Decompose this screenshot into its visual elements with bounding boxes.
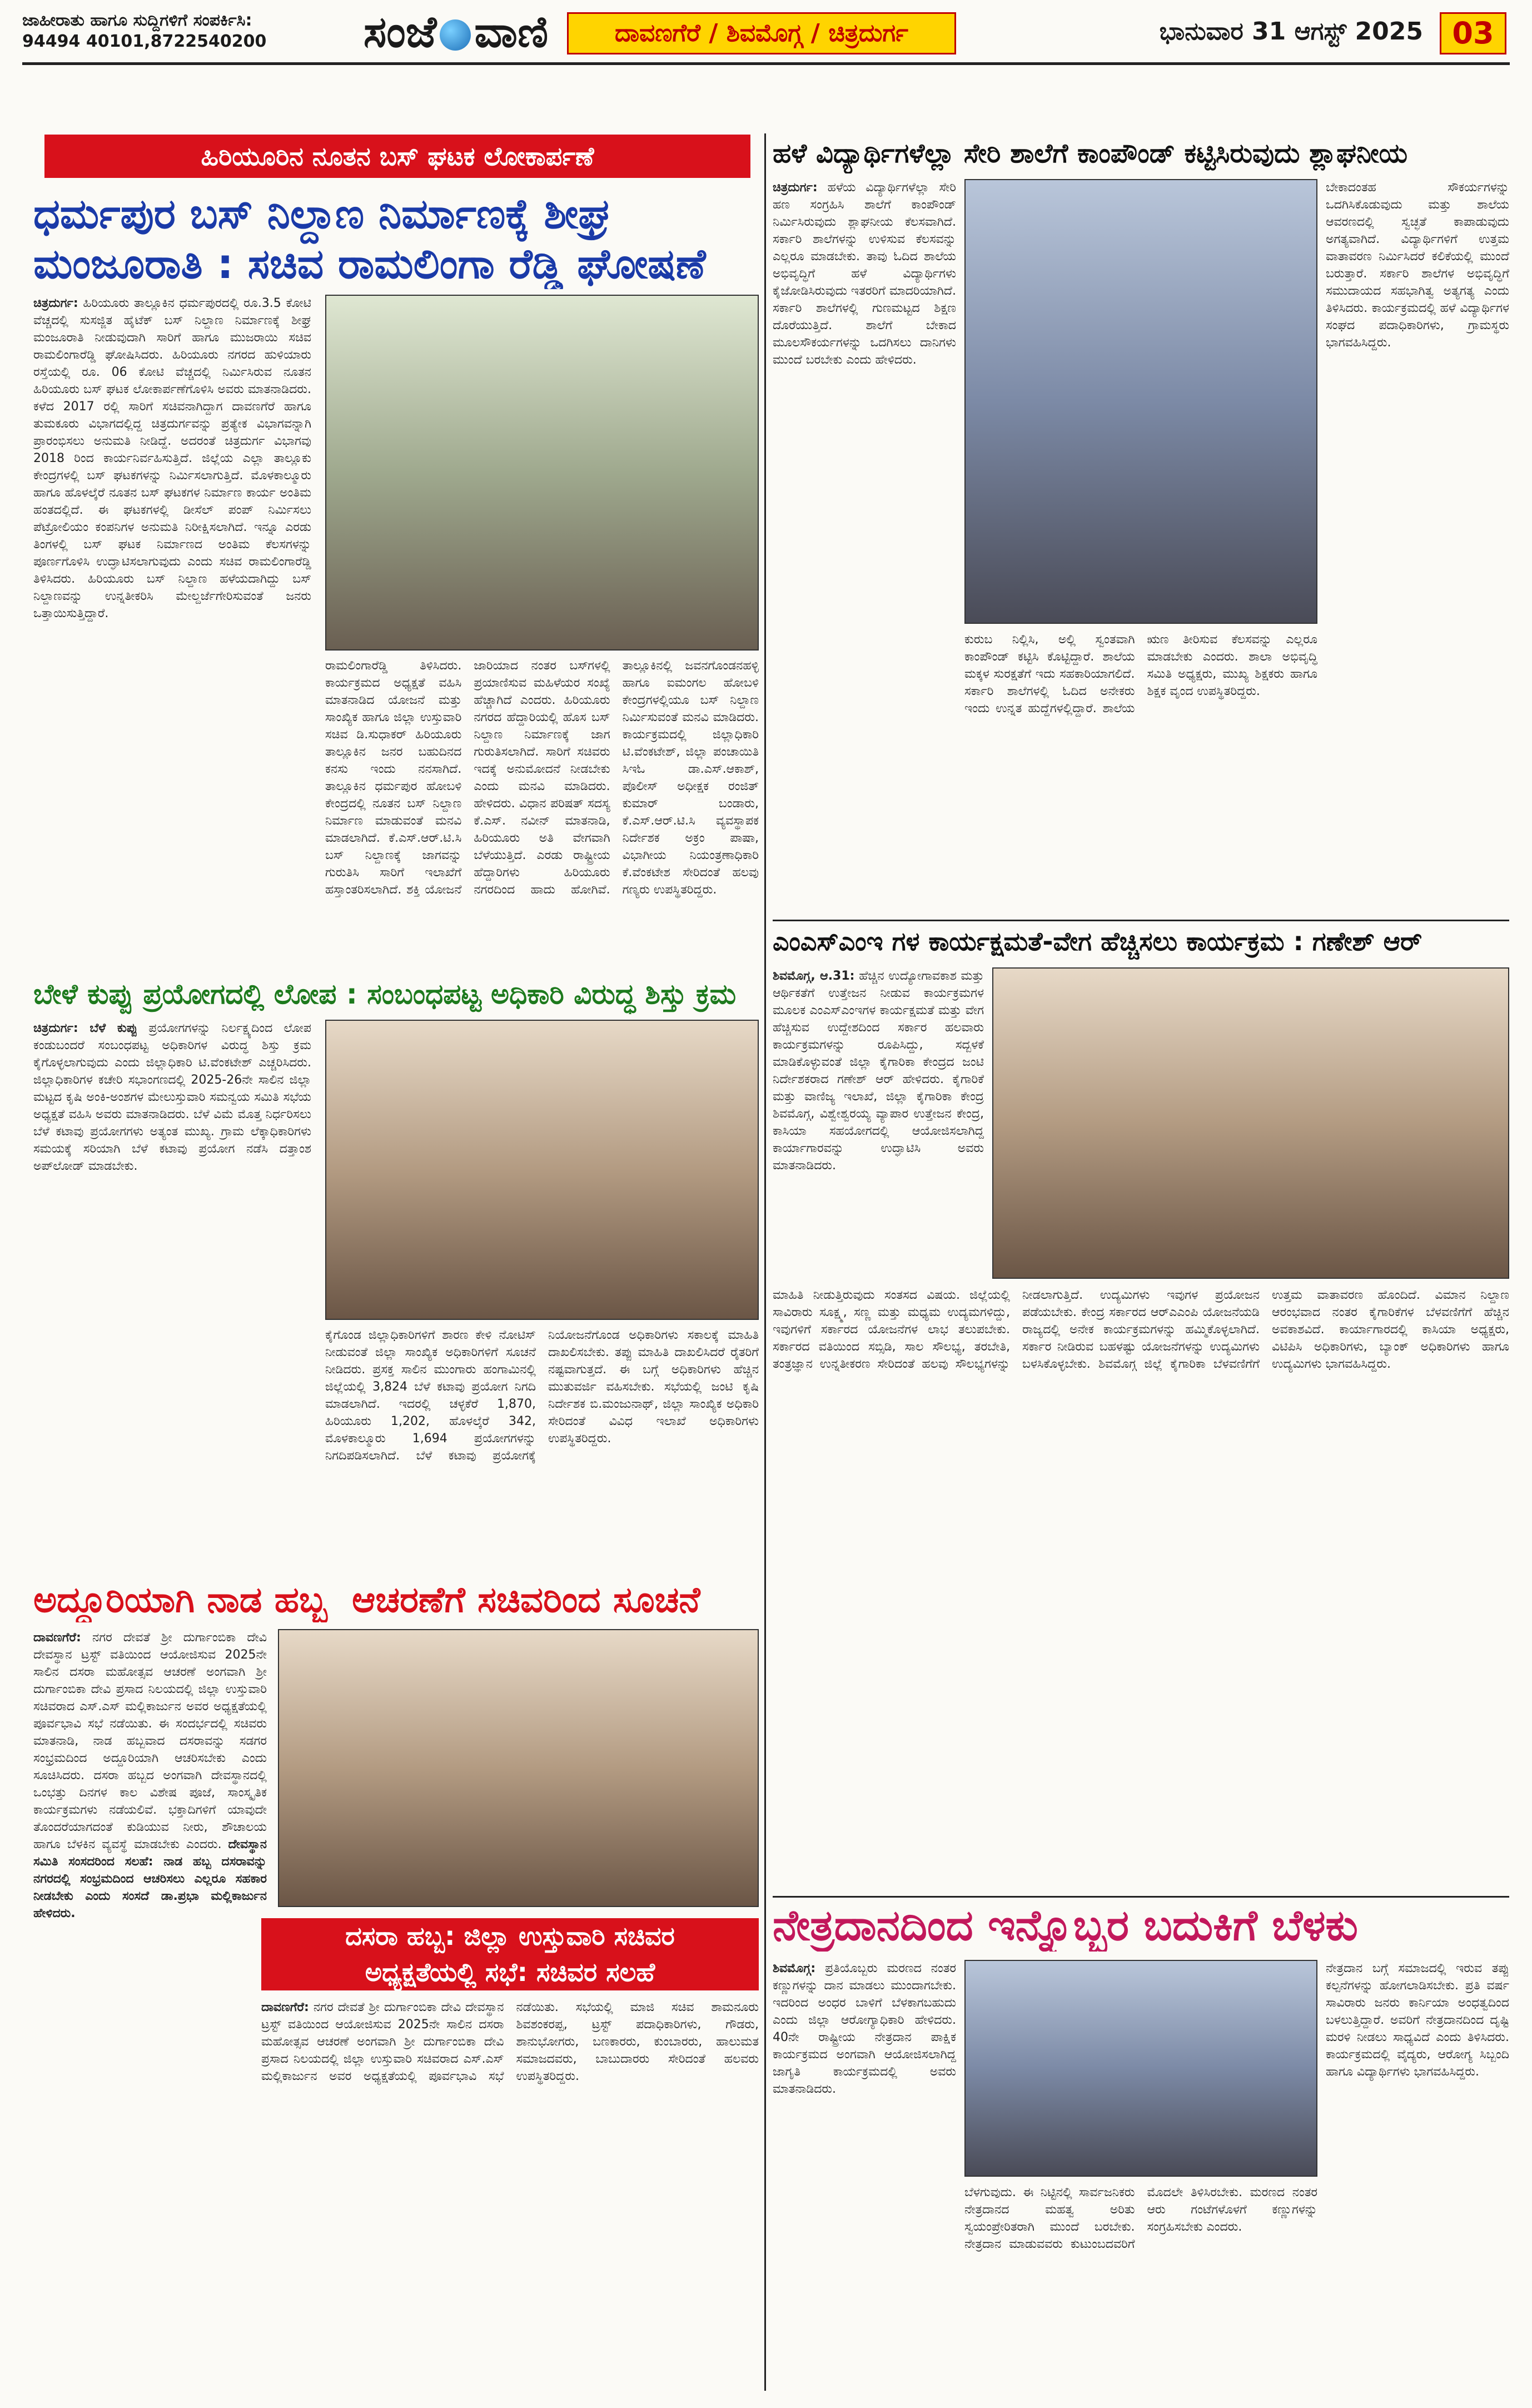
story5-text-c: ಬೇಕಾದಂತಹ ಸೌಕರ್ಯಗಳನ್ನು ಒದಗಿಸಿಕೊಡುವುದು ಮತ್ತು ಶಾಲೆಯ ಆವರಣದಲ್ಲಿ ಸ್ವಚ್ಛತೆ ಕಾಪಾಡುವುದು ಅಗತ್ಯವಾಗಿದೆ. ವಿದ್ಯಾರ್ಥಿಗಳಿಗೆ ಉತ್ತಮ ವಾತಾವರಣ ನಿರ್ಮಿಸಿದರೆ ಕಲಿಕೆಯಲ್ಲಿ ಮುಂದೆ ಬರುತ್ತಾರೆ. ಸರ್ಕಾರಿ ಶಾಲೆಗಳ ಅಭಿವೃದ್ಧಿಗೆ ಸಮುದಾಯದ ಸಹಭಾಗಿತ್ವ ಅತ್ಯಗತ್ಯ ಎಂದು ತಿಳಿಸಿದರು. ಕಾರ್ಯಕ್ರಮದಲ್ಲಿ ಹಳೆ ವಿದ್ಯಾರ್ಥಿಗಳ ಸಂಘದ ಪದಾಧಿಕಾರಿಗಳು, ಗ್ರಾಮಸ್ಥರು ಭಾಗವಹಿಸಿದ್ದರು. — [1326, 181, 1509, 350]
story3-photo — [278, 1629, 759, 1907]
story1-headline-line1: ಧರ್ಮಪುರ ಬಸ್ ನಿಲ್ದಾಣ ನಿರ್ಮಾಣಕ್ಕೆ ಶೀಘ್ರ — [33, 190, 611, 238]
story1-dateline: ಚಿತ್ರದುರ್ಗ: — [33, 296, 78, 310]
globe-icon — [440, 19, 471, 51]
story3-text-sub: ದೇವಸ್ಥಾನ ಸಮಿತಿ ಸಂಸದರಿಂದ ಸಲಹೆ: ನಾಡ ಹಬ್ಬ ದಸರಾವನ್ನು ನಗರದಲ್ಲಿ ಸಂಭ್ರಮದಿಂದ ಆಚರಿಸಲು ಎಲ್ಲರೂ ಸಹಕಾರ ನೀಡಬೇಕು ಎಂದು ಸಂಸದೆ ಡಾ.ಪ್ರಭಾ ಮಲ್ಲಿಕಾರ್ಜುನ ಹೇಳಿದರು. — [33, 1838, 267, 1920]
story2-photo — [325, 1020, 759, 1320]
story4-dateline: ದಾವಣಗೆರೆ: — [261, 2000, 309, 2014]
story2-text-b: ಕೈಗೊಂಡ ಜಿಲ್ಲಾಧಿಕಾರಿಗಳಿಗೆ ಶಾರಣ ಕೇಳಿ ನೋಟಿಸ್ ನೀಡುವಂತೆ ಜಿಲ್ಲಾ ಸಾಂಖ್ಯಿಕ ಅಧಿಕಾರಿಗಳಿಗೆ ಸೂಚನೆ ನೀಡಿದರು. ಪ್ರಸಕ್ತ ಸಾಲಿನ ಮುಂಗಾರು ಹಂಗಾಮಿನಲ್ಲಿ ಜಿಲ್ಲೆಯಲ್ಲಿ 3,824 ಬೆಳೆ ಕಟಾವು ಪ್ರಯೋಗ ನಿಗದಿ ಮಾಡಲಾಗಿದೆ. ಇದರಲ್ಲಿ ಚಳ್ಳಕೆರೆ 1,870, ಹಿರಿಯೂರು 1,202, ಹೊಳಲ್ಕೆರೆ 342, ಮೊಳಕಾಲ್ಮೂರು 1,694 ಪ್ರಯೋಗಗಳನ್ನು ನಿಗದಿಪಡಿಸಲಾಗಿದೆ. — [325, 1328, 536, 1463]
story6-column-a — [773, 967, 984, 1279]
masthead-logo — [356, 4, 556, 60]
issue-date: ಭಾನುವಾರ 31 ಆಗಸ್ಟ್ 2025 — [1159, 17, 1423, 46]
masthead-left: ಸಂಜೆ — [363, 7, 437, 57]
story3-headline-line1: ಅದ್ದೂರಿಯಾಗಿ ನಾಡ ಹಬ್ಬ — [33, 1580, 327, 1621]
story7-text-c: ನೇತ್ರದಾನ ಬಗ್ಗೆ ಸಮಾಜದಲ್ಲಿ ಇರುವ ತಪ್ಪು ಕಲ್ಪನೆಗಳನ್ನು ಹೋಗಲಾಡಿಸಬೇಕು. ಪ್ರತಿ ವರ್ಷ ಸಾವಿರಾರು ಜನರು ಕಾರ್ನಿಯಾ ಅಂಧತ್ವದಿಂದ ಬಳಲುತ್ತಿದ್ದಾರೆ. ಅವರಿಗೆ ನೇತ್ರದಾನದಿಂದ ದೃಷ್ಟಿ ಮರಳಿ ನೀಡಲು ಸಾಧ್ಯವಿದೆ ಎಂದು ತಿಳಿಸಿದರು. ಕಾರ್ಯಕ್ರಮದಲ್ಲಿ ವೈದ್ಯರು, ಆರೋಗ್ಯ ಸಿಬ್ಬಂದಿ ಹಾಗೂ ವಿದ್ಯಾರ್ಥಿಗಳು ಭಾಗವಹಿಸಿದ್ದರು. — [1326, 1962, 1509, 2079]
story2-columns-bc — [325, 1327, 759, 1571]
story4-body — [261, 1999, 759, 2388]
masthead-right: ವಾಣಿ — [474, 7, 549, 57]
column-divider — [764, 133, 766, 2391]
story5-headline: ಹಳೆ ವಿದ್ಯಾರ್ಥಿಗಳೆಲ್ಲಾ ಸೇರಿ ಶಾಲೆಗೆ ಕಾಂಪೌಂಡ್ ಕಟ್ಟಿಸಿರುವುದು ಶ್ಲಾಘನೀಯ — [773, 138, 1408, 169]
story5-column-b — [964, 631, 1317, 912]
story2-column-a — [33, 1020, 311, 1398]
story6-text-a: ಹೆಚ್ಚಿನ ಉದ್ಯೋಗಾವಕಾಶ ಮತ್ತು ಆರ್ಥಿಕತೆಗೆ ಉತ್ತೇಜನ ನೀಡುವ ಕಾರ್ಯಕ್ರಮಗಳ ಮೂಲಕ ಎಂಎಸ್ಎಂಇಗಳ ಕಾರ್ಯಕ್ಷಮತೆ ಮತ್ತು ವೇಗ ಹೆಚ್ಚಿಸುವ ಉದ್ದೇಶದಿಂದ ಸರ್ಕಾರ ಹಲವಾರು ಕಾರ್ಯಕ್ರಮಗಳನ್ನು ರೂಪಿಸಿದ್ದು, ಸದ್ಬಳಕೆ ಮಾಡಿಕೊಳ್ಳುವಂತೆ ಜಿಲ್ಲಾ ಕೈಗಾರಿಕಾ ಕೇಂದ್ರದ ಜಂಟಿ ನಿರ್ದೇಶಕರಾದ ಗಣೇಶ್ ಆರ್ ಹೇಳಿದರು. ಕೈಗಾರಿಕೆ ಮತ್ತು ವಾಣಿಜ್ಯ ಇಲಾಖೆ, ಜಿಲ್ಲಾ ಕೈಗಾರಿಕಾ ಕೇಂದ್ರ ಶಿವಮೊಗ್ಗ, ವಿಶ್ವೇಶ್ವರಯ್ಯ ವ್ಯಾಪಾರ ಉತ್ತೇಜನ ಕೇಂದ್ರ, ಕಾಸಿಯಾ ಸಹಯೋಗದಲ್ಲಿ ಆಯೋಜಿಸಲಾಗಿದ್ದ ಕಾರ್ಯಾಗಾರವನ್ನು ಉದ್ಘಾಟಿಸಿ ಅವರು ಮಾತನಾಡಿದರು. — [773, 969, 984, 1173]
page-number: 03 — [1440, 12, 1506, 54]
story4-headline-line1: ದಸರಾ ಹಬ್ಬ: ಜಿಲ್ಲಾ ಉಸ್ತುವಾರಿ ಸಚಿವರ — [345, 1921, 675, 1951]
story3-column-a — [33, 1629, 267, 2391]
story7-column-a — [773, 1960, 956, 2391]
story6-text-c: ಸರ್ಕಾರ ನೀಡಿರುವ ಬಹಳಷ್ಟು ಯೋಜನೆಗಳನ್ನು ಉದ್ಯಮಿಗಳು ಬಳಸಿಕೊಳ್ಳಬೇಕು. ಶಿವಮೊಗ್ಗ ಜಿಲ್ಲೆ ಕೈಗಾರಿಕಾ ಬೆಳವಣಿಗೆಗೆ ಉತ್ತಮ ವಾತಾವರಣ ಹೊಂದಿದೆ. ವಿಮಾನ ನಿಲ್ದಾಣ ಆರಂಭವಾದ ನಂತರ ಕೈಗಾರಿಕೆಗಳ ಬೆಳವಣಿಗೆಗೆ ಹೆಚ್ಚಿನ ಅವಕಾಶವಿದೆ. ಕಾರ್ಯಾಗಾರದಲ್ಲಿ ಕಾಸಿಯಾ ಅಧ್ಯಕ್ಷರು, ವಿಟಿಪಿಸಿ ಅಧಿಕಾರಿಗಳು, ಬ್ಯಾಂಕ್ ಅಧಿಕಾರಿಗಳು ಹಾಗೂ ಉದ್ಯಮಿಗಳು ಭಾಗವಹಿಸಿದ್ದರು. — [1022, 1288, 1509, 1371]
story4-headline-line2: ಅಧ್ಯಕ್ಷತೆಯಲ್ಲಿ ಸಭೆ: ಸಚಿವರ ಸಲಹೆ — [365, 1957, 655, 1987]
story1-text-a: ಹಿರಿಯೂರು ತಾಲ್ಲೂಕಿನ ಧರ್ಮಪುರದಲ್ಲಿ ರೂ.3.5 ಕೋಟಿ ವೆಚ್ಚದಲ್ಲಿ ಸುಸಜ್ಜಿತ ಹೈಟೆಕ್ ಬಸ್ ನಿಲ್ದಾಣ ನಿರ್ಮಾಣಕ್ಕೆ ಶೀಘ್ರ ಮಂಜೂರಾತಿ ನೀಡುವುದಾಗಿ ಸಾರಿಗೆ ಹಾಗೂ ಮುಜರಾಯಿ ಸಚಿವ ರಾಮಲಿಂಗಾರೆಡ್ಡಿ ಘೋಷಿಸಿದರು. ಹಿರಿಯೂರು ನಗರದ ಹುಳಿಯಾರು ರಸ್ತೆಯಲ್ಲಿ ರೂ. 06 ಕೋಟಿ ವೆಚ್ಚದಲ್ಲಿ ನಿರ್ಮಿಸಿರುವ ನೂತನ ಹಿರಿಯೂರು ಬಸ್ ಘಟಕ ಲೋಕಾರ್ಪಣೆಗೊಳಿಸಿ ಅವರು ಮಾತನಾಡಿದರು. ಕಳೆದ 2017 ರಲ್ಲಿ ಸಾರಿಗೆ ಸಚಿವನಾಗಿದ್ದಾಗ ದಾವಣಗೆರೆ ಹಾಗೂ ತುಮಕೂರು ವಿಭಾಗದಲ್ಲಿದ್ದ ಚಿತ್ರದುರ್ಗವನ್ನು ಪ್ರತ್ಯೇಕ ವಿಭಾಗವನ್ನಾಗಿ ಪ್ರಾರಂಭಿಸಲು ಅನುಮತಿ ನೀಡಿದ್ದೆ. ಅದರಂತೆ ಚಿತ್ರದುರ್ಗ ವಿಭಾಗವು 2018 ರಿಂದ ಕಾರ್ಯನಿರ್ವಹಿಸುತ್ತಿದೆ. ಜಿಲ್ಲೆಯ ಎಲ್ಲಾ ತಾಲ್ಲೂಕು ಕೇಂದ್ರಗಳಲ್ಲಿ ಬಸ್ ಘಟಕಗಳನ್ನು ನಿರ್ಮಿಸಲಾಗುತ್ತಿದೆ. ಮೊಳಕಾಲ್ಮೂರು ಹಾಗೂ ಹೊಳಲ್ಕೆರೆ ನೂತನ ಬಸ್ ಘಟಕಗಳ ನಿರ್ಮಾಣ ಕಾರ್ಯ ಅಂತಿಮ ಹಂತದಲ್ಲಿದೆ. ಈ ಘಟಕಗಳಲ್ಲಿ ಡೀಸೆಲ್ ಪಂಪ್ ನಿರ್ಮಿಸಲು ಪೆಟ್ರೋಲಿಯಂ ಕಂಪನಿಗಳ ಅನುಮತಿ ನಿರೀಕ್ಷಿಸಲಾಗಿದೆ. ಇನ್ನೂ ಎರಡು ತಿಂಗಳಲ್ಲಿ ಬಸ್ ಘಟಕ ನಿರ್ಮಾಣದ ಅಂತಿಮ ಕೆಲಸಗಳನ್ನು ಪೂರ್ಣಗೊಳಿಸಿ ಉದ್ಘಾಟಿಸಲಾಗುವುದು ಎಂದು ಸಚಿವ ರಾಮಲಿಂಗಾರೆಡ್ಡಿ ತಿಳಿಸಿದರು. ಹಿರಿಯೂರು ಬಸ್ ನಿಲ್ದಾಣ ಹಳೆಯದಾಗಿದ್ದು ಬಸ್ ನಿಲ್ದಾಣವನ್ನು ಉನ್ನತೀಕರಿಸಿ ಮೇಲ್ದರ್ಜೆಗೇರಿಸುವಂತೆ ಜನರು ಒತ್ತಾಯಿಸುತ್ತಿದ್ದಾರೆ. — [33, 296, 311, 620]
story5-column-a — [773, 179, 956, 913]
story5-photo — [964, 179, 1317, 624]
story4-headline — [261, 1918, 759, 1990]
story1-column-a — [33, 295, 311, 967]
story2-text-a: ಪ್ರಯೋಗಗಳನ್ನು ನಿರ್ಲಕ್ಷ್ಯದಿಂದ ಲೋಪ ಕಂಡುಬಂದರೆ ಸಂಬಂಧಪಟ್ಟ ಅಧಿಕಾರಿಗಳ ವಿರುದ್ಧ ಶಿಸ್ತು ಕ್ರಮ ಕೈಗೊಳ್ಳಲಾಗುವುದು ಎಂದು ಜಿಲ್ಲಾಧಿಕಾರಿ ಟಿ.ವೆಂಕಟೇಶ್ ಎಚ್ಚರಿಸಿದರು. ಜಿಲ್ಲಾಧಿಕಾರಿಗಳ ಕಚೇರಿ ಸಭಾಂಗಣದಲ್ಲಿ 2025-26ನೇ ಸಾಲಿನ ಜಿಲ್ಲಾ ಮಟ್ಟದ ಕೃಷಿ ಅಂಕಿ-ಅಂಶಗಳ ಮೇಲುಸ್ತುವಾರಿ ಸಮನ್ವಯ ಸಮಿತಿ ಸಭೆಯ ಅಧ್ಯಕ್ಷತೆ ವಹಿಸಿ ಅವರು ಮಾತನಾಡಿದರು. ಬೆಳೆ ವಿಮೆ ಮೊತ್ತ ನಿರ್ಧರಿಸಲು ಬೆಳೆ ಕಟಾವು ಪ್ರಯೋಗಗಳು ಅತ್ಯಂತ ಮುಖ್ಯ. ಗ್ರಾಮ ಲೆಕ್ಕಾಧಿಕಾರಿಗಳು ಸಮಯಕ್ಕೆ ಸರಿಯಾಗಿ ಬೆಳೆ ಕಟಾವು ಪ್ರಯೋಗ ನಡೆಸಿ ದತ್ತಾಂಶ ಅಪ್‍ಲೋಡ್ ಮಾಡಬೇಕು. — [33, 1021, 311, 1173]
story2-text-c: ಬೆಳೆ ಕಟಾವು ಪ್ರಯೋಗಕ್ಕೆ ನಿಯೋಜನೆಗೊಂಡ ಅಧಿಕಾರಿಗಳು ಸಕಾಲಕ್ಕೆ ಮಾಹಿತಿ ದಾಖಲಿಸಬೇಕು. ತಪ್ಪು ಮಾಹಿತಿ ದಾಖಲಿಸಿದರೆ ರೈತರಿಗೆ ನಷ್ಟವಾಗುತ್ತದೆ. ಈ ಬಗ್ಗೆ ಅಧಿಕಾರಿಗಳು ಹೆಚ್ಚಿನ ಮುತುವರ್ಜಿ ವಹಿಸಬೇಕು. ಸಭೆಯಲ್ಲಿ ಜಂಟಿ ಕೃಷಿ ನಿರ್ದೇಶಕ ಬಿ.ಮಂಜುನಾಥ್, ಜಿಲ್ಲಾ ಸಾಂಖ್ಯಿಕ ಅಧಿಕಾರಿ ಸೇರಿದಂತೆ ವಿವಿಧ ಇಲಾಖೆ ಅಧಿಕಾರಿಗಳು ಉಪಸ್ಥಿತರಿದ್ದರು. — [416, 1328, 759, 1463]
story1-headline-line2: ಮಂಜೂರಾತಿ : ಸಚಿವ ರಾಮಲಿಂಗಾ ರೆಡ್ಡಿ ಘೋಷಣೆ — [33, 240, 706, 288]
story7-text-b: ಬೆಳಗುವುದು. ಈ ನಿಟ್ಟಿನಲ್ಲಿ ಸಾರ್ವಜನಿಕರು ನೇತ್ರದಾನದ ಮಹತ್ವ ಅರಿತು ಸ್ವಯಂಪ್ರೇರಿತರಾಗಿ ಮುಂದೆ ಬರಬೇಕು. ನೇತ್ರದಾನ ಮಾಡುವವರು ಕುಟುಂಬದವರಿಗೆ ಮೊದಲೇ ತಿಳಿಸಿರಬೇಕು. ಮರಣದ ನಂತರ ಆರು ಗಂಟೆಗಳೊಳಗೆ ಕಣ್ಣುಗಳನ್ನು ಸಂಗ್ರಹಿಸಬೇಕು ಎಂದರು. — [964, 2186, 1317, 2251]
story2-headline: ಬೇಳೆ ಕುಪ್ಪು ಪ್ರಯೋಗದಲ್ಲಿ ಲೋಪ : ಸಂಬಂಧಪಟ್ಟ ಅಧಿಕಾರಿ ವಿರುದ್ಧ ಶಿಸ್ತು ಕ್ರಮ — [33, 978, 737, 1010]
story1-headline — [33, 189, 762, 289]
story7-column-c — [1326, 1960, 1509, 2391]
story5-dateline: ಚಿತ್ರದುರ್ಗ: — [773, 181, 818, 195]
story1-columns-bc — [325, 657, 759, 969]
story7-dateline: ಶಿವಮೊಗ್ಗ: — [773, 1962, 816, 1975]
story2-dateline: ಚಿತ್ರದುರ್ಗ: ಬೆಳೆ ಕುಪ್ಪು — [33, 1021, 138, 1035]
story3-headline — [33, 1578, 762, 1622]
story3-text-b: ದಸರಾ ಹಬ್ಬದ ಅಂಗವಾಗಿ ದೇವಸ್ಥಾನದಲ್ಲಿ ಒಂಭತ್ತು ದಿನಗಳ ಕಾಲ ವಿಶೇಷ ಪೂಜೆ, ಸಾಂಸ್ಕೃತಿಕ ಕಾರ್ಯಕ್ರಮಗಳು ನಡೆಯಲಿವೆ. ಭಕ್ತಾದಿಗಳಿಗೆ ಯಾವುದೇ ತೊಂದರೆಯಾಗದಂತೆ ಕುಡಿಯುವ ನೀರು, ಶೌಚಾಲಯ ಹಾಗೂ ಬೆಳಕಿನ ವ್ಯವಸ್ಥೆ ಮಾಡಬೇಕು ಎಂದರು. — [33, 1769, 267, 1851]
story6-text-b: ಮಾಹಿತಿ ನೀಡುತ್ತಿರುವುದು ಸಂತಸದ ವಿಷಯ. ಜಿಲ್ಲೆಯಲ್ಲಿ ಸಾವಿರಾರು ಸೂಕ್ಷ್ಮ, ಸಣ್ಣ ಮತ್ತು ಮಧ್ಯಮ ಉದ್ಯಮಗಳಿದ್ದು, ಇವುಗಳಿಗೆ ಸರ್ಕಾರದ ಯೋಜನೆಗಳ ಲಾಭ ತಲುಪಬೇಕು. ಸರ್ಕಾರದ ವತಿಯಿಂದ ಸಬ್ಸಿಡಿ, ಸಾಲ ಸೌಲಭ್ಯ, ತರಬೇತಿ, ತಂತ್ರಜ್ಞಾನ ಉನ್ನತೀಕರಣ ಸೇರಿದಂತೆ ಹಲವು ಸೌಲಭ್ಯಗಳನ್ನು ನೀಡಲಾಗುತ್ತಿದೆ. ಉದ್ಯಮಿಗಳು ಇವುಗಳ ಪ್ರಯೋಜನ ಪಡೆಯಬೇಕು. ಕೇಂದ್ರ ಸರ್ಕಾರದ ಆರ್‍ಎಎಂಪಿ ಯೋಜನೆಯಡಿ ರಾಜ್ಯದಲ್ಲಿ ಅನೇಕ ಕಾರ್ಯಕ್ರಮಗಳನ್ನು ಹಮ್ಮಿಕೊಳ್ಳಲಾಗಿದೆ. — [773, 1288, 1260, 1371]
story6-dateline: ಶಿವಮೊಗ್ಗ, ಆ.31: — [773, 969, 855, 983]
story1-photo — [325, 295, 759, 651]
story7-photo — [964, 1960, 1317, 2177]
story6-columns-bc — [773, 1287, 1509, 1887]
header-rule — [22, 62, 1510, 65]
story6-photo — [992, 967, 1509, 1279]
story3-text-a: ನಗರ ದೇವತೆ ಶ್ರೀ ದುರ್ಗಾಂಬಿಕಾ ದೇವಿ ದೇವಸ್ಥಾನ ಟ್ರಸ್ಟ್ ವತಿಯಿಂದ ಆಯೋಜಿಸುವ 2025ನೇ ಸಾಲಿನ ದಸರಾ ಮಹೋತ್ಸವ ಆಚರಣೆ ಅಂಗವಾಗಿ ಶ್ರೀ ದುರ್ಗಾಂಬಿಕಾ ದೇವಿ ಪ್ರಸಾದ ನಿಲಯದಲ್ಲಿ ಜಿಲ್ಲಾ ಉಸ್ತುವಾರಿ ಸಚಿವರಾದ ಎಸ್.ಎಸ್ ಮಲ್ಲಿಕಾರ್ಜುನ ಅವರ ಅಧ್ಯಕ್ಷತೆಯಲ್ಲಿ ಪೂರ್ವಭಾವಿ ಸಭೆ ನಡೆಯಿತು. ಈ ಸಂದರ್ಭದಲ್ಲಿ ಸಚಿವರು ಮಾತನಾಡಿ, ನಾಡ ಹಬ್ಬವಾದ ದಸರಾವನ್ನು ಸಡಗರ ಸಂಭ್ರಮದಿಂದ ಅದ್ದೂರಿಯಾಗಿ ಆಚರಿಸಬೇಕು ಎಂದು ಸೂಚಿಸಿದರು. — [33, 1631, 267, 1783]
story3-headline-line2: ಆಚರಣೆಗೆ ಸಚಿವರಿಂದ ಸೂಚನೆ — [352, 1580, 700, 1621]
story5-column-c — [1326, 179, 1509, 913]
story7-column-b — [964, 2184, 1317, 2391]
story1-kicker: ಹಿರಿಯೂರಿನ ನೂತನ ಬಸ್ ಘಟಕ ಲೋಕಾರ್ಪಣೆ — [44, 135, 750, 178]
story5-text-a: ಹಳೆಯ ವಿದ್ಯಾರ್ಥಿಗಳೆಲ್ಲಾ ಸೇರಿ ಹಣ ಸಂಗ್ರಹಿಸಿ ಶಾಲೆಗೆ ಕಾಂಪೌಂಡ್ ನಿರ್ಮಿಸಿರುವುದು ಶ್ಲಾಘನೀಯ ಕೆಲಸವಾಗಿದೆ. ಸರ್ಕಾರಿ ಶಾಲೆಗಳನ್ನು ಉಳಿಸುವ ಕೆಲಸವನ್ನು ಎಲ್ಲರೂ ಮಾಡಬೇಕು. ತಾವು ಓದಿದ ಶಾಲೆಯ ಅಭಿವೃದ್ಧಿಗೆ ಹಳೆ ವಿದ್ಯಾರ್ಥಿಗಳು ಕೈಜೋಡಿಸಿರುವುದು ಇತರರಿಗೆ ಮಾದರಿಯಾಗಿದೆ. ಸರ್ಕಾರಿ ಶಾಲೆಗಳಲ್ಲಿ ಗುಣಮಟ್ಟದ ಶಿಕ್ಷಣ ದೊರೆಯುತ್ತಿದೆ. ಶಾಲೆಗೆ ಬೇಕಾದ ಮೂಲಸೌಕರ್ಯಗಳನ್ನು ಒದಗಿಸಲು ದಾನಿಗಳು ಮುಂದೆ ಬರಬೇಕು ಎಂದು ಹೇಳಿದರು. — [773, 181, 956, 367]
story4-text: ನಗರ ದೇವತೆ ಶ್ರೀ ದುರ್ಗಾಂಬಿಕಾ ದೇವಿ ದೇವಸ್ಥಾನ ಟ್ರಸ್ಟ್ ವತಿಯಿಂದ ಆಯೋಜಿಸುವ 2025ನೇ ಸಾಲಿನ ದಸರಾ ಮಹೋತ್ಸವ ಆಚರಣೆ ಅಂಗವಾಗಿ ಶ್ರೀ ದುರ್ಗಾಂಬಿಕಾ ದೇವಿ ಪ್ರಸಾದ ನಿಲಯದಲ್ಲಿ ಜಿಲ್ಲಾ ಉಸ್ತುವಾರಿ ಸಚಿವರಾದ ಎಸ್.ಎಸ್ ಮಲ್ಲಿಕಾರ್ಜುನ ಅವರ ಅಧ್ಯಕ್ಷತೆಯಲ್ಲಿ ಪೂರ್ವಭಾವಿ ಸಭೆ ನಡೆಯಿತು. ಸಭೆಯಲ್ಲಿ ಮಾಜಿ ಸಚಿವ ಶಾಮನೂರು ಶಿವಶಂಕರಪ್ಪ, ಟ್ರಸ್ಟ್ ಪದಾಧಿಕಾರಿಗಳು, ಗೌಡರು, ಶಾನುಭೋಗರು, ಬಣಕಾರರು, ಕುಂಬಾರರು, ಹಾಲುಮತ ಸಮಾಜದವರು, ಬಾಬುದಾರರು ಸೇರಿದಂತೆ ಹಲವರು ಉಪಸ್ಥಿತರಿದ್ದರು. — [261, 2000, 759, 2083]
story3-dateline: ದಾವಣಗೆರೆ: — [33, 1631, 81, 1645]
story6-headline: ಎಂಎಸ್ಎಂಇ ಗಳ ಕಾರ್ಯಕ್ಷಮತೆ-ವೇಗ ಹೆಚ್ಚಿಸಲು ಕಾರ್ಯಕ್ರಮ : ಗಣೇಶ್ ಆರ್ — [773, 920, 1509, 960]
story5-text-b: ಕುರುಬ ನಿಲ್ಲಿಸಿ, ಅಲ್ಲಿ ಸ್ವಂತವಾಗಿ ಕಾಂಪೌಂಡ್ ಕಟ್ಟಿಸಿ ಕೊಟ್ಟಿದ್ದಾರೆ. ಶಾಲೆಯ ಮಕ್ಕಳ ಸುರಕ್ಷತೆಗೆ ಇದು ಸಹಕಾರಿಯಾಗಲಿದೆ. ಸರ್ಕಾರಿ ಶಾಲೆಗಳಲ್ಲಿ ಓದಿದ ಅನೇಕರು ಇಂದು ಉನ್ನತ ಹುದ್ದೆಗಳಲ್ಲಿದ್ದಾರೆ. ಶಾಲೆಯ ಋಣ ತೀರಿಸುವ ಕೆಲಸವನ್ನು ಎಲ್ಲರೂ ಮಾಡಬೇಕು ಎಂದರು. ಶಾಲಾ ಅಭಿವೃದ್ಧಿ ಸಮಿತಿ ಅಧ್ಯಕ್ಷರು, ಮುಖ್ಯ ಶಿಕ್ಷಕರು ಹಾಗೂ ಶಿಕ್ಷಕ ವೃಂದ ಉಪಸ್ಥಿತರಿದ್ದರು. — [964, 633, 1317, 716]
section-label: ದಾವಣಗೆರೆ / ಶಿವಮೊಗ್ಗ / ಚಿತ್ರದುರ್ಗ — [567, 12, 956, 54]
story1-text-b: ರಾಮಲಿಂಗಾರೆಡ್ಡಿ ತಿಳಿಸಿದರು. ಕಾರ್ಯಕ್ರಮದ ಅಧ್ಯಕ್ಷತೆ ವಹಿಸಿ ಮಾತನಾಡಿದ ಯೋಜನೆ ಮತ್ತು ಸಾಂಖ್ಯಿಕ ಹಾಗೂ ಜಿಲ್ಲಾ ಉಸ್ತುವಾರಿ ಸಚಿವ ಡಿ.ಸುಧಾಕರ್ ಹಿರಿಯೂರು ತಾಲ್ಲೂಕಿನ ಜನರ ಬಹುದಿನದ ಕನಸು ಇಂದು ನನಸಾಗಿದೆ. ತಾಲ್ಲೂಕಿನ ಧರ್ಮಪುರ ಹೋಬಳಿ ಕೇಂದ್ರದಲ್ಲಿ ನೂತನ ಬಸ್ ನಿಲ್ದಾಣ ನಿರ್ಮಾಣ ಮಾಡುವಂತೆ ಮನವಿ ಮಾಡಲಾಗಿದೆ. ಕೆ.ಎಸ್.ಆರ್.ಟಿ.ಸಿ ಬಸ್ ನಿಲ್ದಾಣಕ್ಕೆ ಜಾಗವನ್ನು ಗುರುತಿಸಿ ಸಾರಿಗೆ ಇಲಾಖೆಗೆ ಹಸ್ತಾಂತರಿಸಲಾಗಿದೆ. ಶಕ್ತಿ ಯೋಜನೆ ಜಾರಿಯಾದ ನಂತರ ಬಸ್‍ಗಳಲ್ಲಿ ಪ್ರಯಾಣಿಸುವ ಮಹಿಳೆಯರ ಸಂಖ್ಯೆ ಹೆಚ್ಚಾಗಿದೆ ಎಂದರು. ಹಿರಿಯೂರು ನಗರದ ಹೆದ್ದಾರಿಯಲ್ಲಿ ಹೊಸ ಬಸ್ ನಿಲ್ದಾಣ ನಿರ್ಮಾಣಕ್ಕೆ ಜಾಗ ಗುರುತಿಸಲಾಗಿದೆ. ಸಾರಿಗೆ ಸಚಿವರು ಇದಕ್ಕೆ ಅನುಮೋದನೆ ನೀಡಬೇಕು ಎಂದು ಮನವಿ ಮಾಡಿದರು. — [325, 659, 610, 897]
story7-text-a: ಪ್ರತಿಯೊಬ್ಬರು ಮರಣದ ನಂತರ ಕಣ್ಣುಗಳನ್ನು ದಾನ ಮಾಡಲು ಮುಂದಾಗಬೇಕು. ಇದರಿಂದ ಅಂಧರ ಬಾಳಿಗೆ ಬೆಳಕಾಗಬಹುದು ಎಂದು ಜಿಲ್ಲಾ ಆರೋಗ್ಯಾಧಿಕಾರಿ ಹೇಳಿದರು. 40ನೇ ರಾಷ್ಟ್ರೀಯ ನೇತ್ರದಾನ ಪಾಕ್ಷಿಕ ಕಾರ್ಯಕ್ರಮದ ಅಂಗವಾಗಿ ಆಯೋಜಿಸಲಾಗಿದ್ದ ಜಾಗೃತಿ ಕಾರ್ಯಕ್ರಮದಲ್ಲಿ ಅವರು ಮಾತನಾಡಿದರು. — [773, 1962, 956, 2096]
ads-phones: 94494 40101,8722540200 — [22, 32, 267, 51]
ads-label: ಜಾಹೀರಾತು ಹಾಗೂ ಸುದ್ದಿಗಳಿಗೆ ಸಂಪರ್ಕಿಸಿ: — [22, 11, 252, 30]
story1-text-c: ಹೇಳಿದರು. ವಿಧಾನ ಪರಿಷತ್ ಸದಸ್ಯ ಕೆ.ಎಸ್. ನವೀನ್ ಮಾತನಾಡಿ, ಹಿರಿಯೂರು ಅತಿ ವೇಗವಾಗಿ ಬೆಳೆಯುತ್ತಿದೆ. ಎರಡು ರಾಷ್ಟ್ರೀಯ ಹೆದ್ದಾರಿಗಳು ಹಿರಿಯೂರು ನಗರದಿಂದ ಹಾದು ಹೋಗಿವೆ. ತಾಲ್ಲೂಕಿನಲ್ಲಿ ಜವನಗೊಂಡನಹಳ್ಳಿ ಹಾಗೂ ಐಮಂಗಲ ಹೋಬಳಿ ಕೇಂದ್ರಗಳಲ್ಲಿಯೂ ಬಸ್ ನಿಲ್ದಾಣ ನಿರ್ಮಿಸುವಂತೆ ಮನವಿ ಮಾಡಿದರು. ಕಾರ್ಯಕ್ರಮದಲ್ಲಿ ಜಿಲ್ಲಾಧಿಕಾರಿ ಟಿ.ವೆಂಕಟೇಶ್, ಜಿಲ್ಲಾ ಪಂಚಾಯಿತಿ ಸಿಇಓ ಡಾ.ಎಸ್.ಆಕಾಶ್, ಪೊಲೀಸ್ ಅಧೀಕ್ಷಕ ರಂಜಿತ್ ಕುಮಾರ್ ಬಂಡಾರು, ಕೆ.ಎಸ್.ಆರ್.ಟಿ.ಸಿ ವ್ಯವಸ್ಥಾಪಕ ನಿರ್ದೇಶಕ ಅಕ್ರಂ ಪಾಷಾ, ವಿಭಾಗೀಯ ನಿಯಂತ್ರಣಾಧಿಕಾರಿ ಕೆ.ವೆಂಕಟೇಶ ಸೇರಿದಂತೆ ಹಲವು ಗಣ್ಯರು ಉಪಸ್ಥಿತರಿದ್ದರು. — [474, 659, 759, 897]
story7-headline: ನೇತ್ರದಾನದಿಂದ ಇನ್ನೊಬ್ಬರ ಬದುಕಿಗೆ ಬೆಳಕು — [773, 1896, 1509, 1952]
ads-contact — [22, 10, 356, 54]
